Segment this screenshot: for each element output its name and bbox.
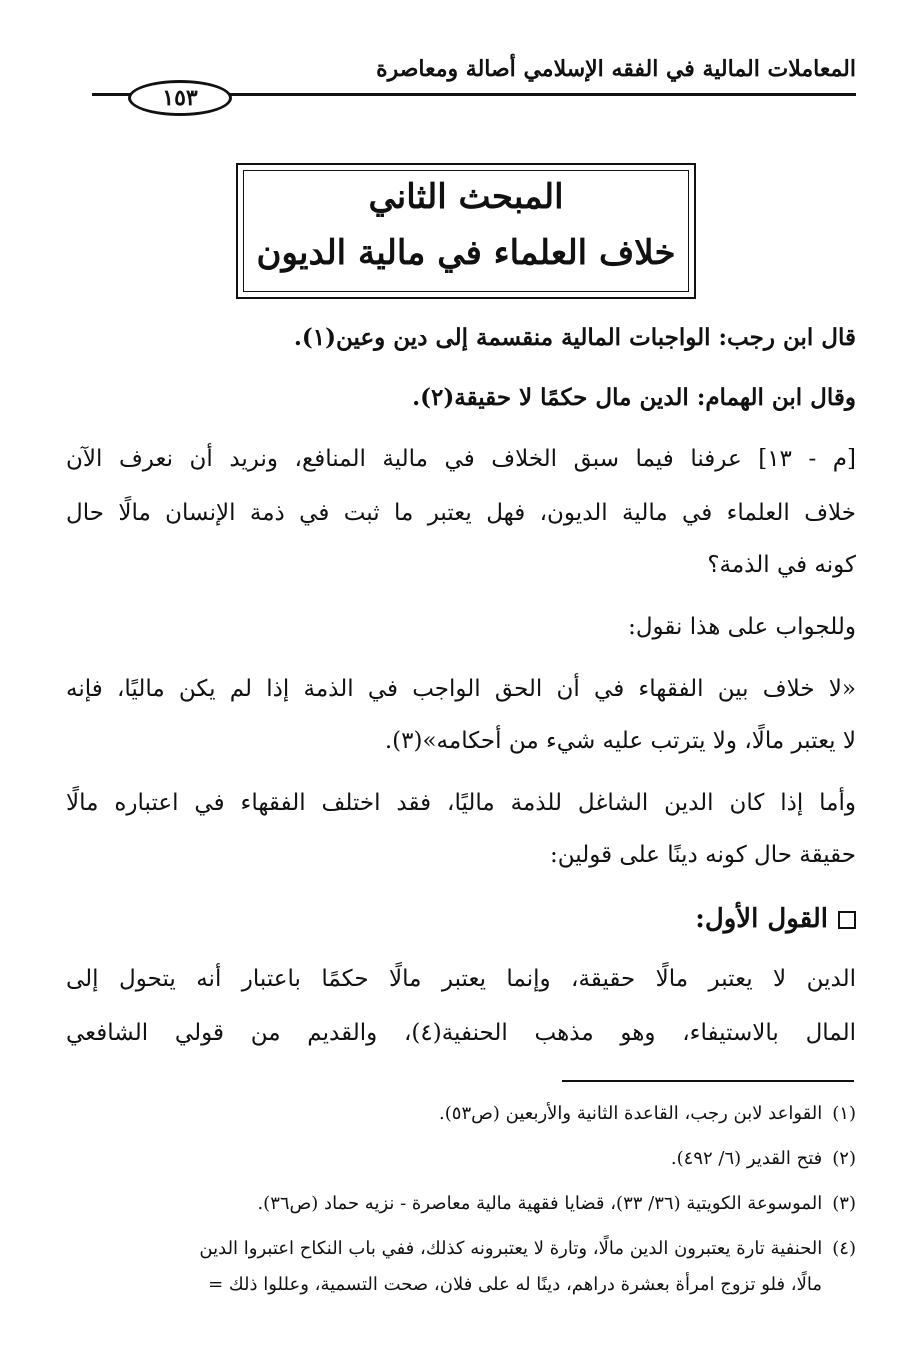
paragraph-line: كونه في الذمة؟ bbox=[707, 552, 856, 578]
footnote-number: (٢) bbox=[832, 1148, 856, 1169]
footnote-continuation: مالًا، فلو تزوج امرأة بعشرة دراهم، دينًا له على فلان، صحت التسمية، وعللوا ذلك = bbox=[208, 1274, 822, 1295]
footnote-number: (١) bbox=[832, 1103, 856, 1124]
footnote bbox=[199, 1238, 856, 1259]
section-title-box bbox=[236, 163, 696, 299]
paragraph-line: خلاف العلماء في مالية الديون، فهل يعتبر ما ثبت في ذمة الإنسان مالًا حال bbox=[66, 500, 856, 526]
paragraph-line: لا يعتبر مالًا، ولا يترتب عليه شيء من أحكامه»(٣). bbox=[384, 728, 856, 754]
section-subtitle: خلاف العلماء في مالية الديون bbox=[256, 233, 676, 273]
paragraph-line: [م - ١٣] عرفنا فيما سبق الخلاف في مالية المنافع، ونريد أن نعرف الآن bbox=[66, 446, 856, 472]
footnote-separator bbox=[562, 1080, 854, 1082]
page-number: ١٥٣ bbox=[128, 80, 232, 116]
subheading-first-opinion bbox=[695, 904, 856, 934]
section-title: المبحث الثاني bbox=[368, 177, 564, 217]
paragraph-line: «لا خلاف بين الفقهاء في أن الحق الواجب في الذمة إذا لم يكن ماليًا، فإنه bbox=[66, 676, 856, 702]
footnote bbox=[439, 1103, 856, 1124]
footnote-number: (٣) bbox=[832, 1193, 856, 1214]
footnote-text: القواعد لابن رجب، القاعدة الثانية والأربعين (ص٥٣). bbox=[439, 1103, 823, 1124]
paragraph-line: الدين لا يعتبر مالًا حقيقة، وإنما يعتبر مالًا حكمًا باعتبار أنه يتحول إلى bbox=[66, 966, 856, 992]
paragraph-line: وللجواب على هذا نقول: bbox=[628, 614, 856, 640]
paragraph-ibn-rajab: قال ابن رجب: الواجبات المالية منقسمة إلى دين وعين(١). bbox=[293, 324, 856, 351]
footnote-text: فتح القدير (٦/ ٤٩٢). bbox=[670, 1148, 823, 1169]
paragraph-line: المال بالاستيفاء، وهو مذهب الحنفية(٤)، والقديم من قولي الشافعي bbox=[66, 1020, 856, 1046]
footnote-number: (٤) bbox=[832, 1238, 856, 1259]
subheading-text: القول الأول: bbox=[695, 904, 828, 934]
footnote-text: الحنفية تارة يعتبرون الدين مالًا، وتارة لا يعتبرونه كذلك، ففي باب النكاح اعتبروا الدين bbox=[199, 1238, 823, 1259]
paragraph-ibn-alhumam: وقال ابن الهمام: الدين مال حكمًا لا حقيقة(٢). bbox=[412, 384, 856, 411]
footnote-text: الموسوعة الكويتية (٣٦/ ٣٣)، قضايا فقهية مالية معاصرة - نزيه حماد (ص٣٦). bbox=[257, 1193, 823, 1214]
footnote bbox=[257, 1193, 856, 1214]
running-title: المعاملات المالية في الفقه الإسلامي أصالة ومعاصرة bbox=[376, 56, 856, 82]
paragraph-line: وأما إذا كان الدين الشاغل للذمة ماليًا، فقد اختلف الفقهاء في اعتباره مالًا bbox=[66, 790, 856, 816]
footnote bbox=[671, 1148, 856, 1169]
square-bullet-icon bbox=[838, 911, 856, 929]
paragraph-line: حقيقة حال كونه دينًا على قولين: bbox=[550, 842, 856, 868]
